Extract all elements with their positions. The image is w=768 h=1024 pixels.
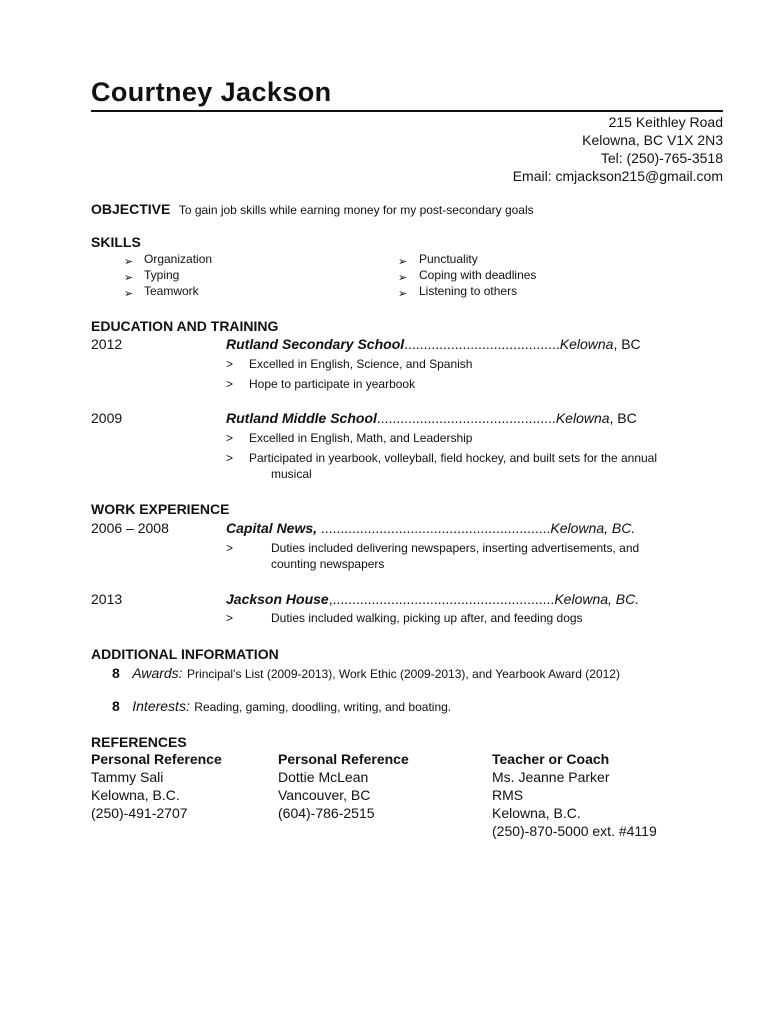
education-item-continuation: musical	[271, 467, 312, 481]
education-item-text: Excelled in English, Science, and Spanish	[249, 357, 473, 371]
skill-label: Listening to others	[419, 284, 518, 298]
arrow-bullet-icon: ➢	[124, 256, 134, 268]
school-city: Kelowna	[559, 336, 614, 352]
work-years: 2013	[91, 591, 123, 607]
work-employer-line	[226, 520, 635, 536]
work-years: 2006 – 2008	[91, 520, 169, 536]
header-divider	[91, 110, 723, 112]
email-line: Email: cmjackson215@gmail.com	[512, 168, 723, 184]
reference-city: Vancouver, BC	[278, 787, 371, 803]
objective-text: To gain job skills while earning money for my post-secondary goals	[178, 203, 534, 217]
education-school-line	[226, 336, 641, 352]
bullet-icon: >	[226, 541, 234, 555]
reference-city: Kelowna, B.C.	[91, 787, 180, 803]
interests-text: Reading, gaming, doodling, writing, and boating.	[194, 700, 452, 714]
awards-label: Awards:	[132, 665, 183, 681]
arrow-bullet-icon: ➢	[398, 256, 408, 268]
school-name: Rutland Middle School	[226, 410, 377, 426]
employer-location: Kelowna, BC.	[554, 591, 640, 607]
arrow-bullet-icon: ➢	[124, 288, 134, 300]
leader-dots: ..............................................	[376, 410, 556, 426]
medal-bullet-icon: 8	[112, 698, 120, 714]
education-school-line	[226, 410, 637, 426]
school-name: Rutland Secondary School	[226, 336, 405, 352]
bullet-icon: >	[226, 431, 234, 445]
skill-item	[398, 284, 518, 302]
reference-phone: (604)-786-2515	[278, 805, 375, 821]
bullet-icon: >	[226, 357, 234, 371]
work-item-continuation: counting newspapers	[271, 557, 385, 571]
skill-label: Organization	[144, 252, 213, 266]
work-item	[226, 611, 583, 625]
objective-heading: OBJECTIVE	[91, 201, 171, 217]
education-item-text: Hope to participate in yearbook	[249, 377, 416, 391]
medal-bullet-icon: 8	[112, 665, 120, 681]
phone-line: Tel: (250)-765-3518	[600, 150, 723, 166]
address-line: 215 Keithley Road	[608, 114, 723, 130]
work-item-text: Duties included walking, picking up after, and feeding dogs	[271, 611, 583, 625]
reference-title: Personal Reference	[91, 751, 222, 767]
education-heading: EDUCATION AND TRAINING	[91, 318, 279, 334]
reference-school: RMS	[492, 787, 524, 803]
reference-title: Teacher or Coach	[492, 751, 610, 767]
leader-dots: ...........................................................	[317, 520, 551, 536]
skills-heading: SKILLS	[91, 234, 141, 250]
work-employer-line	[226, 591, 639, 607]
education-year: 2009	[91, 410, 123, 426]
awards-text: Principal’s List (2009-2013), Work Ethic (2009-2013), and Yearbook Award (2012)	[187, 667, 620, 681]
education-item	[226, 451, 658, 465]
leader-dots: ,.........................................................	[328, 591, 555, 607]
arrow-bullet-icon: ➢	[124, 272, 134, 284]
skill-label: Coping with deadlines	[419, 268, 537, 282]
arrow-bullet-icon: ➢	[398, 272, 408, 284]
arrow-bullet-icon: ➢	[398, 288, 408, 300]
skill-item	[124, 284, 199, 302]
employer-location: Kelowna, BC.	[550, 520, 636, 536]
school-region: , BC	[609, 410, 637, 426]
work-item-text: Duties included delivering newspapers, inserting advertisements, and	[271, 541, 640, 555]
education-year: 2012	[91, 336, 123, 352]
additional-heading: ADDITIONAL INFORMATION	[91, 646, 279, 662]
reference-phone: (250)-491-2707	[91, 805, 188, 821]
education-item	[226, 357, 473, 371]
reference-name: Ms. Jeanne Parker	[492, 769, 610, 785]
awards-line	[112, 665, 620, 683]
school-region: , BC	[613, 336, 641, 352]
employer-name: Capital News,	[226, 520, 318, 536]
school-city: Kelowna	[555, 410, 610, 426]
interests-label: Interests:	[132, 698, 190, 714]
interests-line	[112, 698, 451, 716]
education-item-text: Participated in yearbook, volleyball, field hockey, and built sets for the annual	[249, 451, 658, 465]
work-heading: WORK EXPERIENCE	[91, 501, 230, 517]
city-line: Kelowna, BC V1X 2N3	[582, 132, 723, 148]
references-heading: REFERENCES	[91, 734, 187, 750]
skill-label: Teamwork	[144, 284, 199, 298]
objective-section	[91, 201, 534, 219]
leader-dots: ........................................	[404, 336, 560, 352]
bullet-icon: >	[226, 611, 234, 625]
reference-name: Dottie McLean	[278, 769, 369, 785]
education-item	[226, 377, 416, 391]
skill-label: Typing	[144, 268, 180, 282]
skill-label: Punctuality	[419, 252, 478, 266]
reference-name: Tammy Sali	[91, 769, 164, 785]
work-item	[226, 541, 640, 555]
candidate-name: Courtney Jackson	[91, 77, 332, 107]
reference-city: Kelowna, B.C.	[492, 805, 581, 821]
reference-title: Personal Reference	[278, 751, 409, 767]
education-item-text: Excelled in English, Math, and Leadership	[249, 431, 473, 445]
employer-name: Jackson House	[226, 591, 329, 607]
reference-phone: (250)-870-5000 ext. #4119	[492, 823, 657, 839]
bullet-icon: >	[226, 377, 234, 391]
education-item	[226, 431, 473, 445]
bullet-icon: >	[226, 451, 234, 465]
